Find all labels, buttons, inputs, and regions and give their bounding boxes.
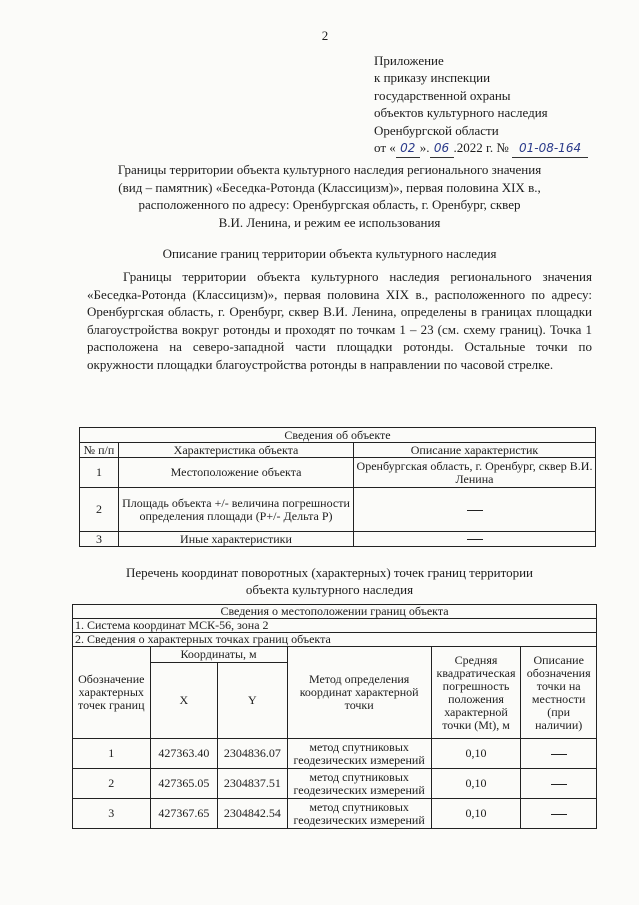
cell-number: 3 (80, 532, 119, 547)
appendix-line: государственной охраны (374, 87, 511, 103)
appendix-line: к приказу инспекции (374, 70, 491, 86)
table-caption: Сведения о местоположении границ объекта (73, 605, 597, 619)
cell-marking (521, 769, 597, 799)
cell-y: 2304836.07 (218, 739, 288, 769)
dash-mark (551, 814, 567, 815)
object-info-table (79, 427, 596, 547)
heading-line: объекта культурного наследия (245, 582, 414, 597)
table-row (80, 458, 596, 488)
coordinates-heading (60, 564, 599, 598)
column-header: Обозначение характерных точек границ (73, 647, 151, 739)
column-header: Координаты, м (150, 647, 287, 663)
description-text: Границы территории объекта культурного наследия регионального значения «Беседка-Ротонда (Классицизм)», первая половина XIX в., расположенного по адресу: Оренбургская область, г. Оренбург, сквер В.И. Ленина, определены в границах площадки благоустройства вокруг ротонды и проходят по точкам 1 – 23 (см. схему границ). Точка 1 расположена на северо-западной части площадки ротонды. Остальные точки по окружности площадки благоустройства ротонды в направлении по часовой стрелке. (87, 269, 592, 372)
title-line: (вид – памятник) «Беседка-Ротонда (Классицизм)», первая половина XIX в., (118, 179, 541, 195)
document-title (60, 161, 599, 231)
table-caption: Сведения об объекте (80, 428, 596, 443)
dash-mark (467, 510, 483, 511)
cell-description: Оренбургская область, г. Оренбург, сквер В.И. Ленина (354, 458, 596, 488)
title-line: В.И. Ленина, и режим ее использования (218, 214, 441, 230)
table-row (80, 488, 596, 532)
cell-method: метод спутниковых геодезических измерений (287, 739, 431, 769)
coordinate-system: 1. Система координат МСК-56, зона 2 (73, 619, 597, 633)
cell-y: 2304842.54 (218, 799, 288, 829)
cell-marking (521, 739, 597, 769)
cell-description (354, 532, 596, 547)
page-number: 2 (321, 28, 329, 43)
title-line: Границы территории объекта культурного наследия регионального значения (117, 162, 542, 177)
column-header: Описание характеристик (354, 443, 596, 458)
column-header-y: Y (218, 663, 288, 739)
cell-method: метод спутниковых геодезических измерений (287, 799, 431, 829)
cell-error: 0,10 (431, 769, 521, 799)
date-sep: ». (419, 140, 430, 156)
column-header: Метод определения координат характерной точки (287, 647, 431, 739)
coordinates-table (72, 604, 597, 829)
cell-marking (521, 799, 597, 829)
cell-point: 2 (73, 769, 151, 799)
cell-point: 3 (73, 799, 151, 829)
handwritten-day: 02 (396, 140, 420, 158)
appendix-line: Оренбургской области (374, 122, 499, 138)
cell-x: 427367.65 (150, 799, 218, 829)
cell-characteristic: Площадь объекта +/- величина погрешности определения площади (P+/- Дельта P) (119, 488, 354, 532)
order-date-number (374, 139, 588, 158)
points-section-title: 2. Сведения о характерных точках границ объекта (73, 633, 597, 647)
cell-error: 0,10 (431, 739, 521, 769)
table-row (73, 799, 597, 829)
dash-mark (551, 784, 567, 785)
dash-mark (467, 539, 483, 540)
cell-number: 2 (80, 488, 119, 532)
cell-x: 427363.40 (150, 739, 218, 769)
cell-number: 1 (80, 458, 119, 488)
appendix-line: Приложение (374, 53, 444, 68)
column-header: Описание обозначения точки на местности (при наличии) (521, 647, 597, 739)
title-line: расположенного по адресу: Оренбургская область, г. Оренбург, сквер (138, 197, 521, 213)
table-row (73, 739, 597, 769)
table-row (73, 769, 597, 799)
heading-line: Перечень координат поворотных (характерных) точек границ территории (125, 565, 534, 580)
dash-mark (551, 754, 567, 755)
handwritten-month: 06 (430, 140, 454, 158)
column-header-x: X (150, 663, 218, 739)
boundary-description (87, 268, 592, 373)
appendix-line: объектов культурного наследия (374, 105, 548, 121)
cell-characteristic: Местоположение объекта (119, 458, 354, 488)
date-prefix: от « (374, 140, 396, 156)
section-heading: Описание границ территории объекта культурного наследия (162, 246, 497, 261)
appendix-header (374, 52, 588, 158)
column-header: Средняя квадратическая погрешность положения характерной точки (Mt), м (431, 647, 521, 739)
table-row (80, 532, 596, 547)
cell-description (354, 488, 596, 532)
cell-characteristic: Иные характеристики (119, 532, 354, 547)
column-header: № п/п (80, 443, 119, 458)
date-year: .2022 г. № (453, 140, 509, 156)
cell-point: 1 (73, 739, 151, 769)
handwritten-order-number: 01-08-164 (512, 140, 588, 158)
cell-method: метод спутниковых геодезических измерений (287, 769, 431, 799)
cell-x: 427365.05 (150, 769, 218, 799)
cell-y: 2304837.51 (218, 769, 288, 799)
cell-error: 0,10 (431, 799, 521, 829)
column-header: Характеристика объекта (119, 443, 354, 458)
